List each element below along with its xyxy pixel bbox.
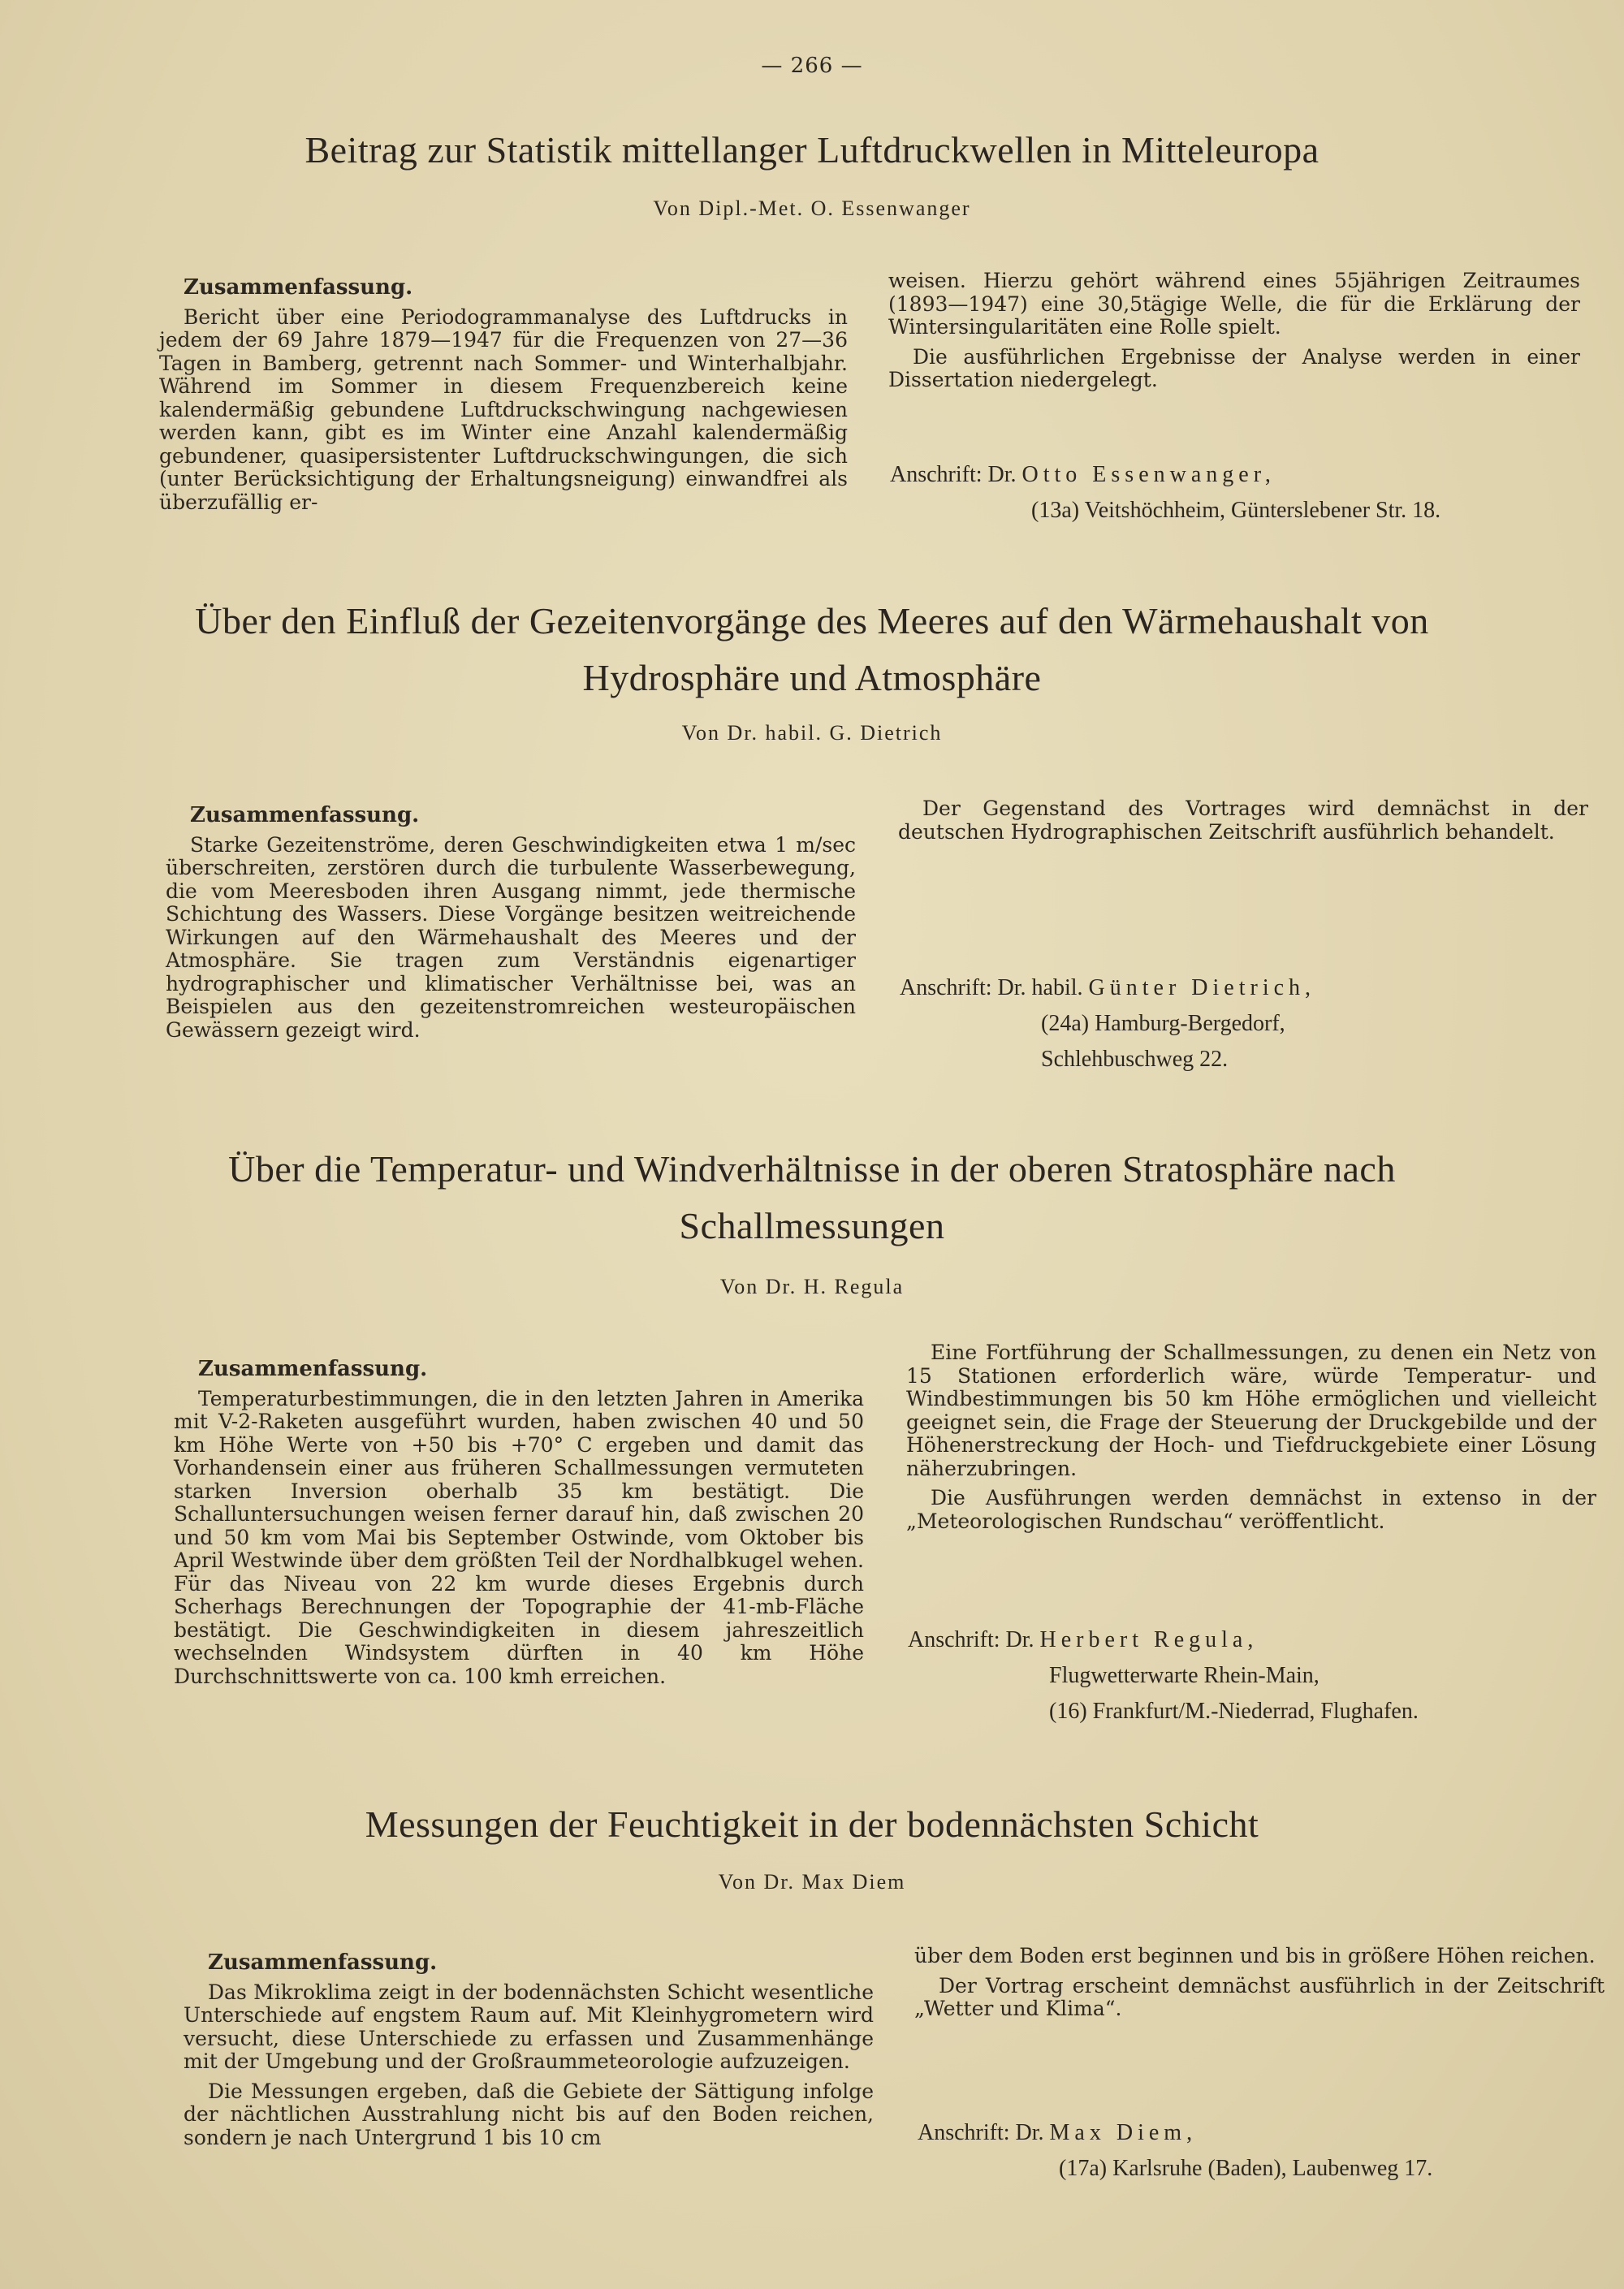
address-prefix: Dr.: [1015, 2120, 1044, 2145]
author-name: Max Diem,: [1049, 2120, 1198, 2145]
summary-left-column: [159, 276, 848, 514]
summary-right-column: [914, 1945, 1605, 2021]
address-line: (13a) Veitshöchheim, Günterslebener Str. 18.: [1031, 498, 1441, 523]
address-prefix: Dr.: [1005, 1627, 1034, 1652]
article-byline: Von Dr. H. Regula: [719, 1275, 905, 1298]
address-line: Schlehbuschweg 22.: [1041, 1047, 1229, 1072]
article-title: Über die Temperatur- und Windverhältnisse in der oberen Stratosphäre nach Schallmessungen: [228, 1148, 1396, 1246]
address-line: Flugwetterwarte Rhein-Main,: [1049, 1663, 1320, 1688]
article-byline: Von Dipl.-Met. O. Essenwanger: [653, 197, 971, 220]
summary-paragraph: Die Ausführungen werden demnächst in extenso in der „Meteorologischen Rundschau“ veröffentlicht.: [906, 1486, 1596, 1533]
summary-left-column: [166, 804, 856, 1042]
summary-paragraph: Starke Gezeitenströme, deren Geschwindigkeiten etwa 1 m/sec überschreiten, zerstören durch die turbulente Wasserbewegung, die vom Meeresboden ihren Ausgang nimmt, jede thermische Schichtung des Wassers. Diese Vorgänge besitzen weitreichende Wirkungen auf den Wärmehaushalt des Meeres und der Atmosphäre. Sie tragen zum Verständnis eigenartiger hydrographischer und klimatischer Verhältnisse bei, was an Beispielen aus den gezeitenstromreichen westeuropäischen Gewässern gezeigt wird.: [166, 832, 856, 1042]
address-label: Anschrift:: [918, 2120, 1010, 2145]
summary-paragraph: Der Gegenstand des Vortrages wird demnächst in der deutschen Hydrographischen Zeitschrift ausführlich behandelt.: [898, 797, 1588, 844]
summary-paragraph: Der Vortrag erscheint demnächst ausführlich in der Zeitschrift „Wetter und Klima“.: [914, 1973, 1605, 2020]
author-address: [908, 1622, 1419, 1730]
author-address: [890, 457, 1440, 529]
page-number: — 266 —: [761, 54, 863, 78]
author-name: Otto Essenwanger,: [1021, 462, 1276, 487]
summary-right-column: [888, 270, 1580, 392]
summary-right-column: [898, 797, 1588, 844]
address-label: Anschrift:: [900, 975, 992, 1000]
address-prefix: Dr.: [987, 462, 1017, 487]
summary-right-column: [906, 1341, 1596, 1533]
summary-heading: Zusammenfassung.: [198, 1357, 428, 1381]
address-line: (17a) Karlsruhe (Baden), Laubenweg 17.: [1059, 2156, 1433, 2181]
article-byline: Von Dr. habil. G. Dietrich: [681, 721, 943, 745]
article-title: Messungen der Feuchtigkeit in der bodennächsten Schicht: [365, 1803, 1259, 1845]
summary-paragraph: Die ausführlichen Ergebnisse der Analyse werden in einer Dissertation niedergelegt.: [888, 344, 1580, 391]
summary-heading: Zusammenfassung.: [184, 275, 413, 300]
summary-paragraph: Temperaturbestimmungen, die in den letzten Jahren in Amerika mit V-2-Raketen ausgeführt wurden, haben zwischen 40 und 50 km Höhe Werte von +50 bis +70° C ergeben und damit das Vorhandensein einer aus früheren Schallmessungen vermuteten starken Inversion oberhalb 35 km bestätigt. Die Schalluntersuchungen weisen ferner darauf hin, daß zwischen 20 und 50 km vom Mai bis September Ostwinde, vom Oktober bis April Westwinde über dem größten Teil der Nordhalbkugel wehen. Für das Niveau von 22 km wurde dieses Ergebnis durch Scherhags Berechnungen der Topographie der 41-mb-Fläche bestätigt. Die Geschwindigkeiten in diesem jahreszeitlich wechselnden Windsystem dürften in 40 km Höhe Durchschnittswerte von ca. 100 kmh erreichen.: [174, 1386, 864, 1688]
author-address: [918, 2115, 1432, 2187]
summary-paragraph: Eine Fortführung der Schallmessungen, zu denen ein Netz von 15 Stationen erforderlich wäre, würde Temperatur- und Windbestimmungen bis 50 km Höhe ermöglichen und vielleicht geeignet sein, die Frage der Steuerung der Druckgebilde und der Höhenerstreckung der Hoch- und Tiefdruckgebiete einer Lösung näherzubringen.: [906, 1341, 1596, 1480]
author-address: [900, 970, 1315, 1078]
summary-left-column: [184, 1951, 874, 2149]
address-label: Anschrift:: [908, 1627, 1000, 1652]
summary-heading: Zusammenfassung.: [208, 1950, 438, 1975]
summary-paragraph: Die Messungen ergeben, daß die Gebiete der Sättigung infolge der nächtlichen Ausstrahlung nicht bis auf den Boden reichen, sondern je nach Untergrund 1 bis 10 cm: [184, 2079, 874, 2149]
summary-paragraph: über dem Boden erst beginnen und bis in größere Höhen reichen.: [914, 1944, 1596, 1967]
article-byline: Von Dr. Max Diem: [718, 1870, 906, 1894]
address-prefix: Dr. habil.: [997, 975, 1083, 1000]
summary-paragraph: Das Mikroklima zeigt in der bodennächsten Schicht wesentliche Unterschiede auf engstem Raum auf. Mit Kleinhygrometern wird versucht, diese Unterschiede zu erfassen und Zusammenhänge mit der Umgebung und der Großraummeteorologie aufzuzeigen.: [184, 1980, 874, 2073]
address-label: Anschrift:: [890, 462, 983, 487]
address-line: (16) Frankfurt/M.-Niederrad, Flughafen.: [1049, 1699, 1419, 1724]
article-title: Beitrag zur Statistik mittellanger Luftdruckwellen in Mitteleuropa: [304, 129, 1320, 171]
author-name: Günter Dietrich,: [1088, 975, 1316, 1000]
summary-paragraph: Bericht über eine Periodogrammanalyse des Luftdrucks in jedem der 69 Jahre 1879—1947 für die Frequenzen von 27—36 Tagen in Bamberg, getrennt nach Sommer- und Winterhalbjahr. Während im Sommer in diesem Frequenzbereich keine kalendermäßig gebundene Luftdruckschwingung nachgewiesen werden kann, gibt es im Winter eine Anzahl kalendermäßig gebundener, quasipersistenter Luftdruckschwingungen, die sich (unter Berücksichtigung der Erhaltungsneigung) einwandfrei als überzufällig er-: [159, 304, 848, 514]
summary-paragraph: weisen. Hierzu gehört während eines 55jährigen Zeitraumes (1893—1947) eine 30,5tägige Welle, die für die Erklärung der Wintersingularitäten eine Rolle spielt.: [888, 269, 1580, 339]
summary-left-column: [174, 1358, 864, 1688]
address-line: (24a) Hamburg-Bergedorf,: [1041, 1011, 1285, 1036]
article-title: Über den Einfluß der Gezeitenvorgänge des Meeres auf den Wärmehaushalt von Hydrosphäre und Atmosphäre: [195, 600, 1429, 698]
author-name: Herbert Regula,: [1039, 1627, 1259, 1652]
summary-heading: Zusammenfassung.: [190, 803, 420, 827]
